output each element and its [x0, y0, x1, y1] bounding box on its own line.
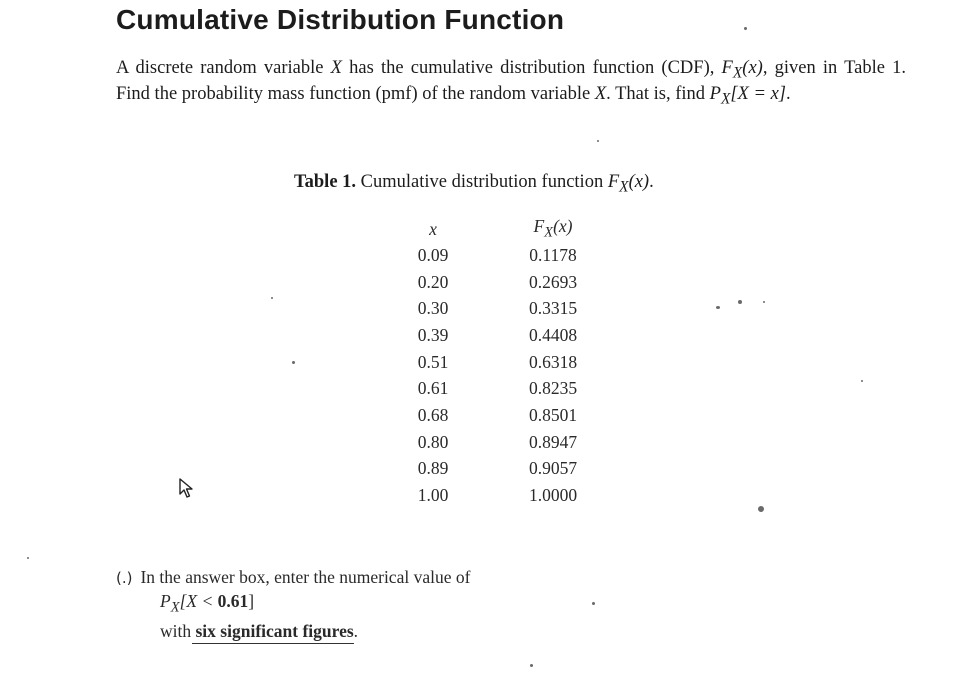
cell-x: 0.80 — [417, 431, 449, 452]
scan-speck — [592, 602, 595, 605]
table-row — [388, 482, 608, 509]
scan-speck — [716, 306, 720, 309]
table-row — [388, 429, 608, 456]
problem-text-5: . — [786, 83, 791, 104]
column-header-cdf — [498, 216, 608, 242]
table-caption-text: Cumulative distribution function — [356, 172, 608, 192]
table-row — [388, 295, 608, 322]
pmf-symbol: P — [709, 83, 721, 104]
answer-pmf-open: [X < — [179, 591, 218, 611]
table-row — [388, 402, 608, 429]
table-header-row — [388, 216, 608, 242]
cell-x: 0.89 — [417, 458, 449, 479]
table-caption-subscript: X — [619, 178, 629, 196]
answer-pmf-subscript: X — [170, 599, 180, 616]
cell-x: 0.09 — [417, 244, 449, 265]
table-caption-label: Table 1. — [294, 172, 357, 192]
column-header-cdf-subscript: X — [544, 224, 554, 241]
scan-speck — [27, 557, 29, 559]
answer-line-3 — [116, 620, 470, 643]
random-variable-x: X — [330, 58, 342, 78]
answer-instructions — [116, 566, 470, 643]
answer-line-3-prefix: with — [160, 620, 196, 641]
table-row — [388, 375, 608, 402]
scan-speck — [597, 140, 599, 142]
table-caption-symbol: F — [607, 172, 620, 192]
cell-x: 1.00 — [417, 485, 449, 506]
cell-cdf: 0.2693 — [528, 271, 578, 292]
answer-line-2 — [116, 590, 470, 620]
problem-text-3: , given in Table 1. Find the probability mass function (pmf) of the random variable — [116, 58, 907, 104]
table-row — [388, 349, 608, 376]
cell-x: 0.30 — [417, 298, 449, 319]
answer-pmf-symbol: P — [160, 591, 171, 611]
scan-speck — [763, 301, 765, 303]
cell-cdf: 0.8235 — [528, 378, 578, 399]
pmf-argument: [X = x] — [730, 83, 787, 104]
answer-line-1 — [116, 566, 470, 590]
random-variable-x-2: X — [594, 83, 607, 104]
cell-cdf: 0.8947 — [528, 431, 578, 452]
cdf-symbol: F — [721, 58, 733, 78]
problem-text-1: A discrete random variable — [116, 58, 331, 78]
column-header-cdf-argument: (x) — [553, 216, 573, 237]
page-title: Cumulative Distribution Function — [116, 4, 565, 35]
answer-marker: (.) — [116, 569, 133, 587]
problem-text-2: has the cumulative distribution function (CDF), — [341, 58, 722, 78]
pmf-subscript: X — [720, 90, 731, 108]
cell-x: 0.39 — [417, 324, 449, 345]
table-row — [388, 269, 608, 296]
answer-pmf-close: ] — [248, 591, 255, 611]
cell-x: 0.68 — [417, 404, 449, 425]
table-caption-end: . — [649, 172, 654, 192]
mouse-cursor-icon — [179, 478, 193, 498]
answer-line-3-suffix: . — [353, 620, 359, 641]
answer-line-1-text: In the answer box, enter the numerical value of — [140, 567, 471, 587]
column-header-cdf-symbol: F — [533, 216, 545, 237]
cell-cdf: 0.4408 — [528, 324, 578, 345]
scan-speck — [292, 361, 295, 364]
cdf-argument: (x) — [742, 58, 763, 78]
table-row — [388, 322, 608, 349]
problem-text-4: . That is, find — [606, 83, 710, 104]
table-caption-argument: (x) — [628, 172, 650, 192]
table-caption — [294, 172, 654, 197]
cell-x: 0.20 — [417, 271, 449, 292]
column-header-x: x — [429, 218, 437, 239]
scan-speck — [758, 506, 764, 512]
scan-speck — [861, 380, 863, 382]
cell-cdf: 0.1178 — [529, 244, 577, 265]
cell-cdf: 0.9057 — [528, 458, 578, 479]
scan-speck — [530, 664, 533, 667]
cell-cdf: 0.3315 — [528, 298, 578, 319]
cdf-table — [388, 216, 608, 509]
significant-figures-emphasis: six significant figures — [192, 621, 354, 644]
cdf-subscript: X — [732, 64, 743, 82]
scan-speck — [744, 27, 747, 30]
table-row — [388, 242, 608, 269]
cell-cdf: 0.6318 — [528, 351, 578, 372]
cell-cdf: 1.0000 — [528, 485, 578, 506]
table-row — [388, 456, 608, 483]
cell-x: 0.51 — [417, 351, 449, 372]
scan-speck — [271, 297, 273, 299]
cell-cdf: 0.8501 — [528, 404, 578, 425]
cell-x: 0.61 — [417, 378, 449, 399]
answer-pmf-value: 0.61 — [217, 591, 249, 611]
problem-statement — [116, 58, 906, 109]
scan-speck — [738, 300, 742, 304]
